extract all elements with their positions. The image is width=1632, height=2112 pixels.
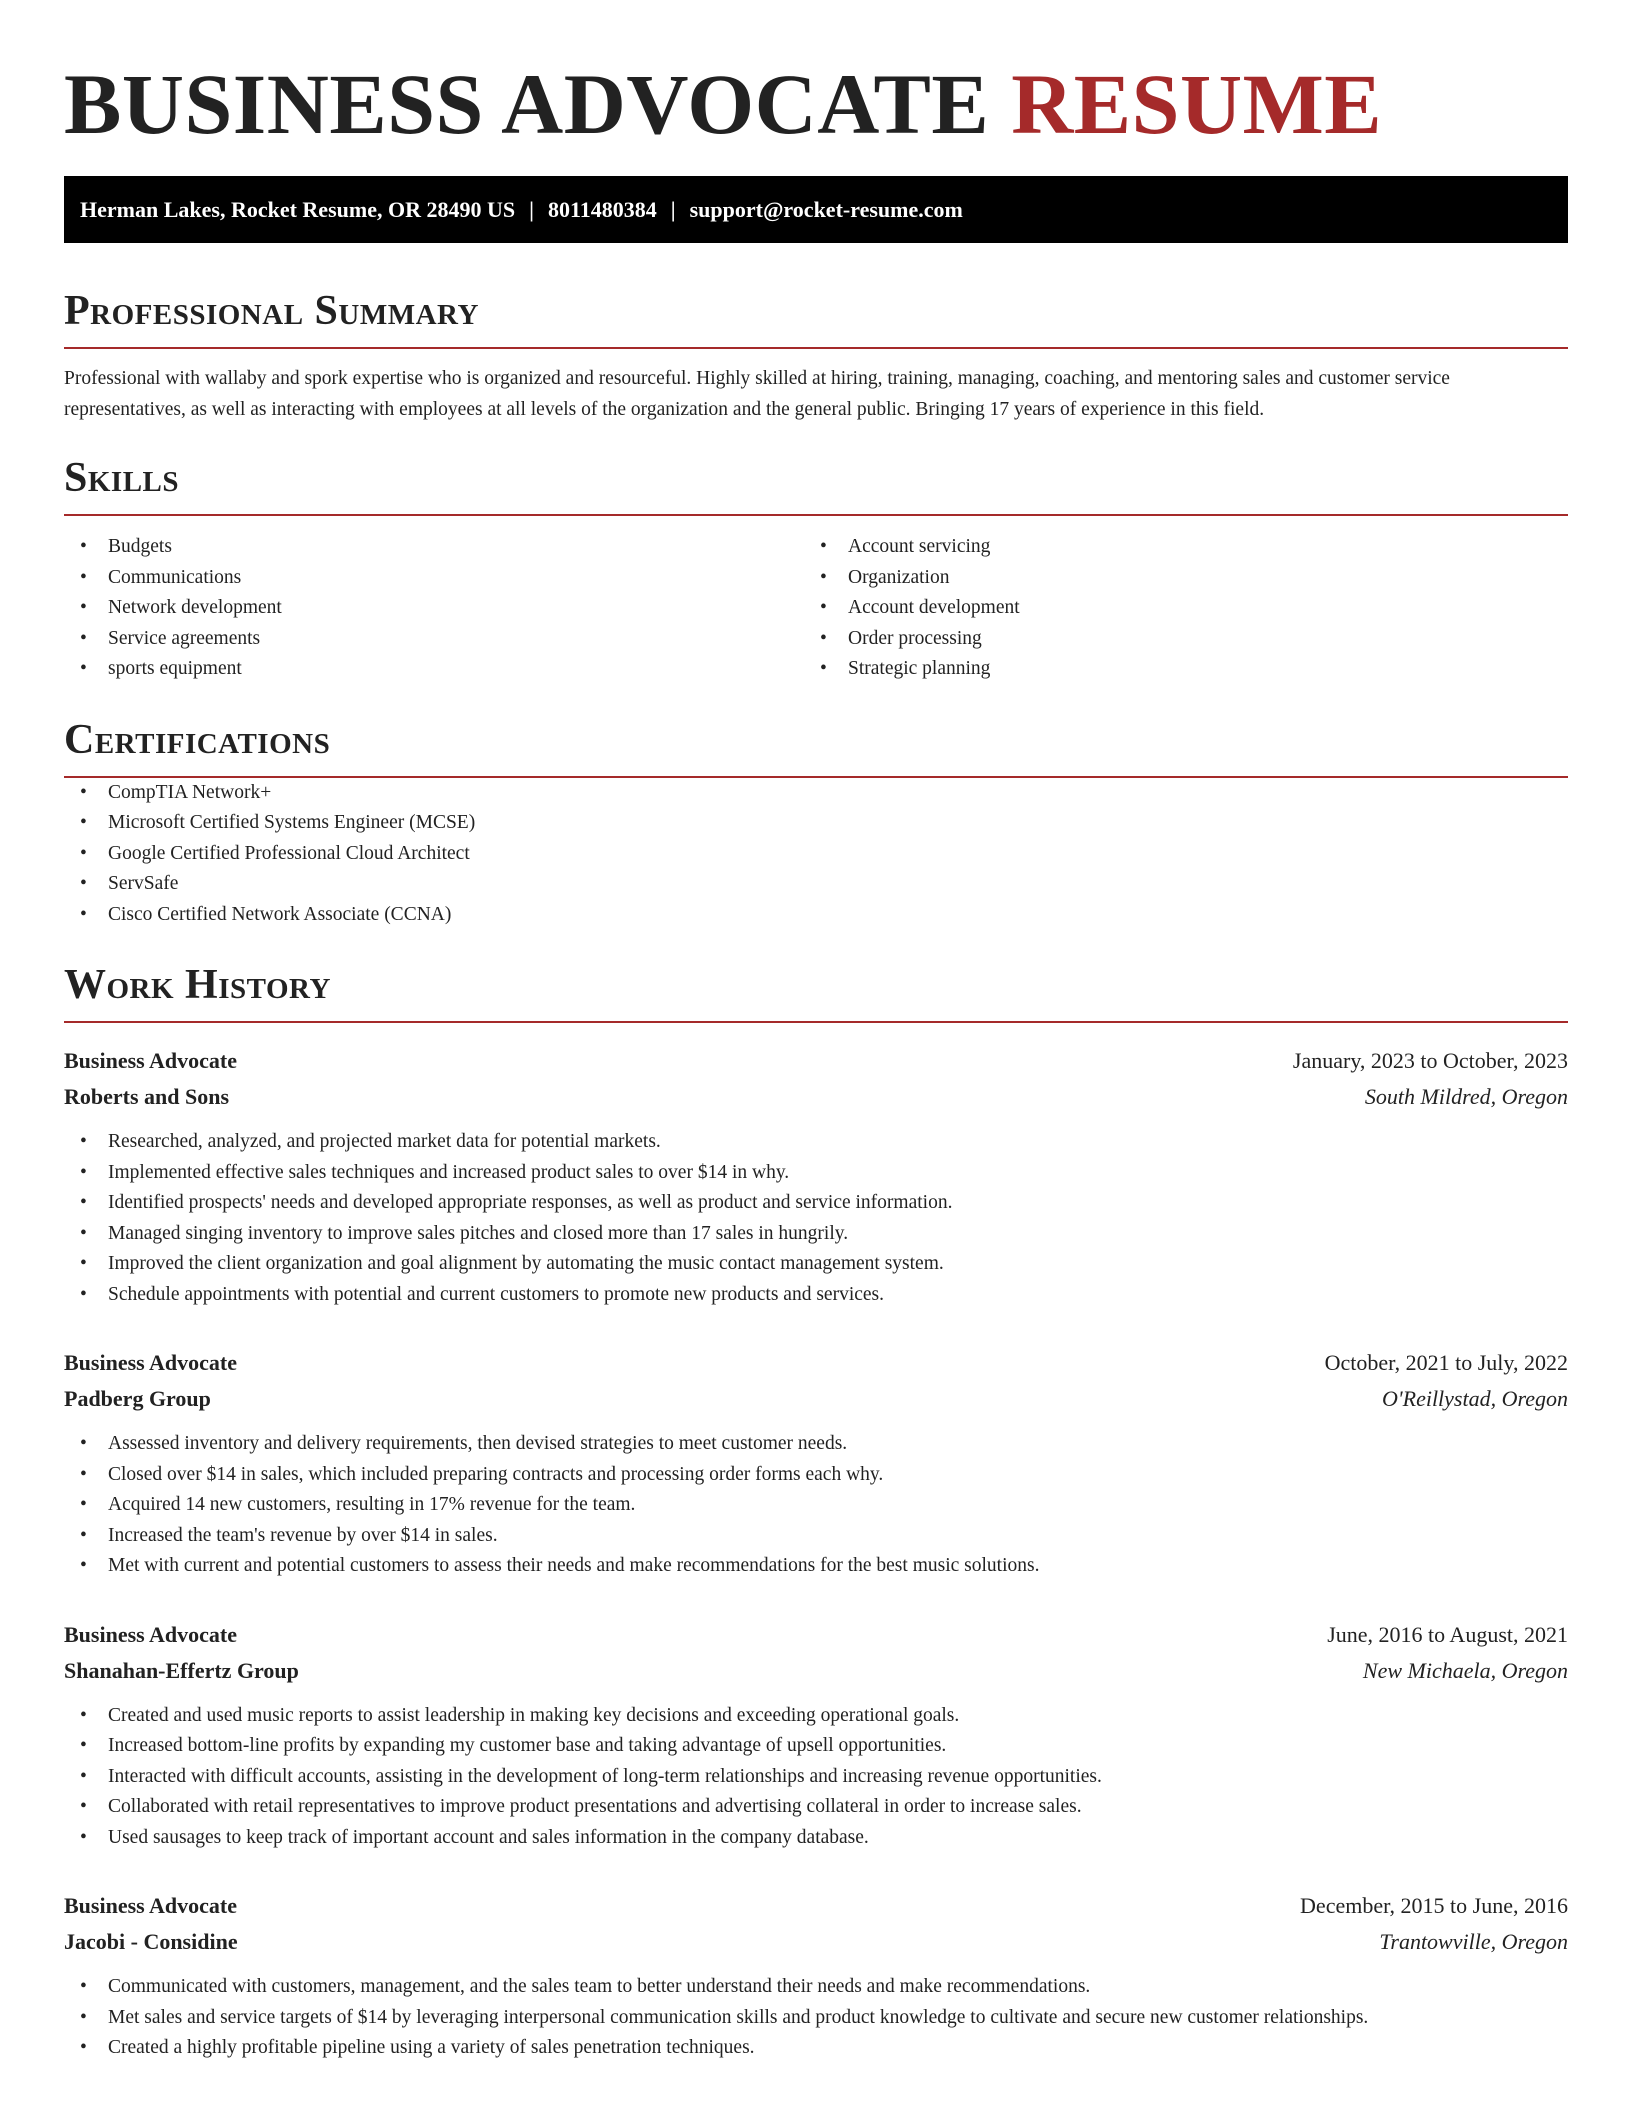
certifications-list (64, 778, 1568, 931)
work-history-section (64, 961, 1568, 2064)
skills-list-right (804, 532, 1544, 685)
contact-phone: 8011480384 (547, 197, 657, 222)
summary-text: Professional with wallaby and spork expertise who is organized and resourceful. Highly skilled at hiring, training, managing, coaching, and mentoring sales and customer service representatives, as well as interacting with employees at all levels of the organization and the general public. Bringing 17 years of experience in this field. (64, 368, 1450, 420)
job-duty-item: • Assessed inventory and delivery requirements, then devised strategies to meet customer needs. (64, 1429, 1568, 1460)
skills-section (64, 454, 1568, 685)
job-duty-item: • Used sausages to keep track of important account and sales information in the company database. (64, 1823, 1568, 1854)
summary-heading: Professional Summary (64, 287, 1568, 349)
job-duty-item: • Improved the client organization and goal alignment by automating the music contact management system. (64, 1249, 1568, 1280)
job-dates: January, 2023 to October, 2023 (1292, 1048, 1568, 1073)
job-duty-item: • Identified prospects' needs and developed appropriate responses, as well as product and service information. (64, 1188, 1568, 1219)
job-header-row (64, 1888, 1568, 1924)
job-duty-item: • Managed singing inventory to improve sales pitches and closed more than 17 sales in hungrily. (64, 1219, 1568, 1250)
skill-item: • Budgets (64, 532, 804, 563)
job-duties-list (64, 1701, 1568, 1854)
job-company: Jacobi - Considine (64, 1929, 238, 1954)
certification-item: • Cisco Certified Network Associate (CCNA) (64, 900, 1568, 931)
skill-item: • Organization (804, 563, 1544, 594)
skill-item: • Service agreements (64, 624, 804, 655)
resume-page (64, 0, 1568, 2064)
certification-item: • ServSafe (64, 869, 1568, 900)
job-company-row (64, 1653, 1568, 1689)
resume-title (64, 58, 1568, 168)
job-entry (64, 1345, 1568, 1582)
certifications-section (64, 716, 1568, 931)
job-duty-item: • Created a highly profitable pipeline using a variety of sales penetration techniques. (64, 2033, 1568, 2064)
contact-bar (64, 176, 1568, 243)
job-company: Shanahan-Effertz Group (64, 1657, 299, 1683)
certification-item: • Google Certified Professional Cloud Architect (64, 839, 1568, 870)
job-company: Roberts and Sons (64, 1084, 230, 1109)
job-company: Padberg Group (64, 1386, 211, 1411)
contact-address: Herman Lakes, Rocket Resume, OR 28490 US (80, 197, 516, 222)
contact-separator: | (670, 197, 676, 222)
job-duties-list (64, 1127, 1568, 1310)
job-duty-item: • Increased bottom-line profits by expanding my customer base and taking advantage of upsell opportunities. (64, 1731, 1568, 1762)
job-location: O'Reillystad, Oregon (1382, 1386, 1568, 1411)
skill-item: • sports equipment (64, 654, 804, 685)
skills-list-left (64, 532, 804, 685)
job-company-row (64, 1381, 1568, 1417)
job-company-row (64, 1079, 1568, 1115)
skill-item: • Network development (64, 593, 804, 624)
title-main: BUSINESS ADVOCATE (64, 56, 990, 152)
job-dates: June, 2016 to August, 2021 (1327, 1621, 1568, 1647)
job-header-row (64, 1043, 1568, 1079)
work-history-heading: Work History (64, 961, 1568, 1023)
job-location: New Michaela, Oregon (1362, 1657, 1568, 1683)
job-duty-item: • Met with current and potential customers to assess their needs and make recommendations for the best music solutions. (64, 1551, 1568, 1582)
job-duty-item: • Implemented effective sales techniques and increased product sales to over $14 in why. (64, 1158, 1568, 1189)
contact-separator: | (529, 197, 534, 222)
job-dates: October, 2021 to July, 2022 (1324, 1350, 1568, 1375)
job-entry (64, 1617, 1568, 1854)
job-title: Business Advocate (64, 1621, 237, 1647)
summary-section (64, 287, 1568, 425)
job-duty-item: • Increased the team's revenue by over $14 in sales. (64, 1521, 1568, 1552)
skills-grid (64, 532, 1568, 685)
skill-item: • Order processing (804, 624, 1544, 655)
job-duty-item: • Interacted with difficult accounts, assisting in the development of long-term relationships and increasing revenue opportunities. (64, 1762, 1568, 1793)
job-header-row (64, 1617, 1568, 1653)
job-entry (64, 1888, 1568, 2064)
job-title: Business Advocate (64, 1350, 237, 1375)
job-location: South Mildred, Oregon (1364, 1084, 1568, 1109)
skills-heading: Skills (64, 454, 1568, 516)
job-duty-item: • Schedule appointments with potential and current customers to promote new products and services. (64, 1280, 1568, 1311)
skill-item: • Strategic planning (804, 654, 1544, 685)
job-duty-item: • Met sales and service targets of $14 by leveraging interpersonal communication skills and product knowledge to cultivate and secure new customer relationships. (64, 2003, 1568, 2034)
skill-item: • Account servicing (804, 532, 1544, 563)
job-duty-item: • Acquired 14 new customers, resulting in 17% revenue for the team. (64, 1490, 1568, 1521)
job-title: Business Advocate (64, 1893, 237, 1918)
job-duty-item: • Researched, analyzed, and projected market data for potential markets. (64, 1127, 1568, 1158)
skill-item: • Account development (804, 593, 1544, 624)
job-duties-list (64, 1972, 1568, 2064)
certifications-heading: Certifications (64, 716, 1568, 778)
job-title: Business Advocate (64, 1048, 237, 1073)
job-duty-item: • Collaborated with retail representatives to improve product presentations and advertising collateral in order to increase sales. (64, 1792, 1568, 1823)
job-duties-list (64, 1429, 1568, 1582)
job-entry (64, 1043, 1568, 1310)
certification-item: • CompTIA Network+ (64, 778, 1568, 809)
job-dates: December, 2015 to June, 2016 (1300, 1893, 1568, 1918)
job-header-row (64, 1345, 1568, 1381)
certification-item: • Microsoft Certified Systems Engineer (MCSE) (64, 808, 1568, 839)
job-duty-item: • Communicated with customers, management, and the sales team to better understand their needs and make recommendations. (64, 1972, 1568, 2003)
title-accent: RESUME (1011, 56, 1383, 152)
job-duty-item: • Closed over $14 in sales, which included preparing contracts and processing order forms each why. (64, 1460, 1568, 1491)
skill-item: • Communications (64, 563, 804, 594)
job-location: Trantowville, Oregon (1379, 1929, 1568, 1954)
contact-email: support@rocket-resume.com (689, 197, 963, 222)
job-duty-item: • Created and used music reports to assist leadership in making key decisions and exceeding operational goals. (64, 1701, 1568, 1732)
job-company-row (64, 1924, 1568, 1960)
